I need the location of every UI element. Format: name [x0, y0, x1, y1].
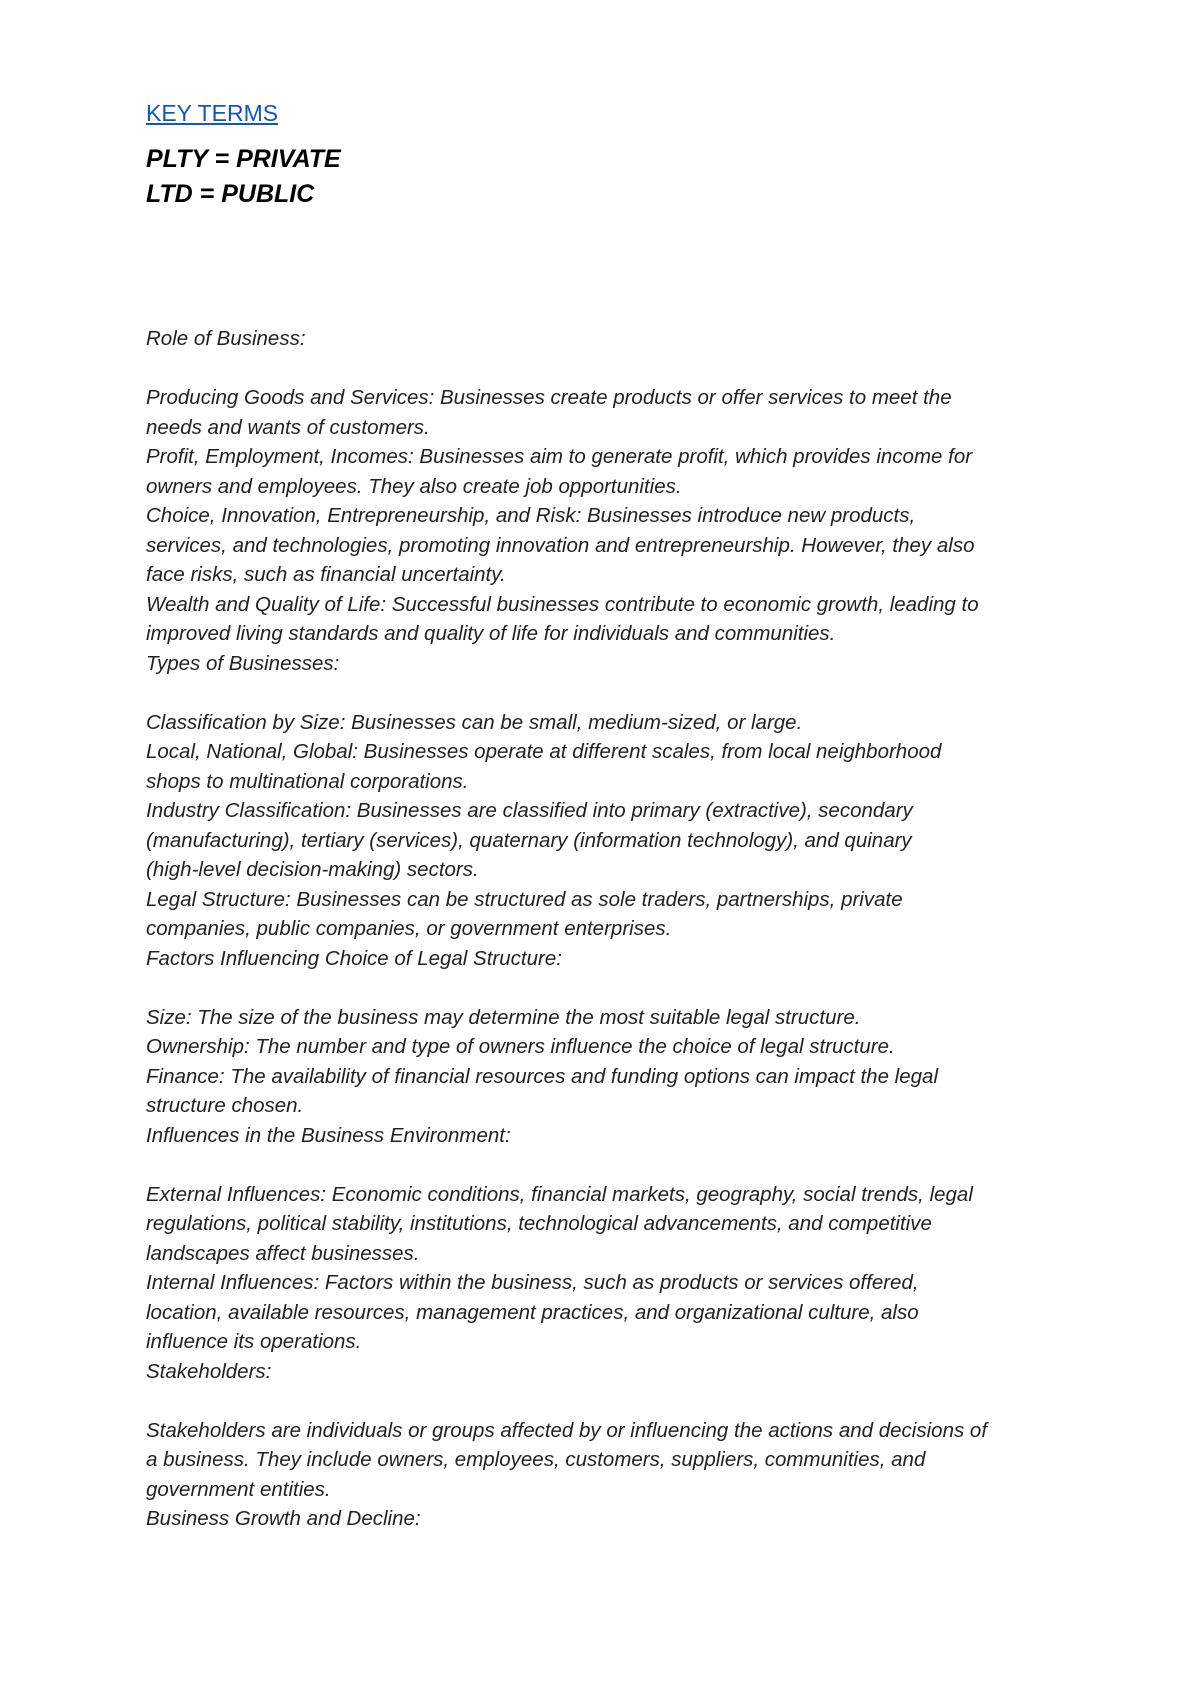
text-line: regulations, political stability, institutions, technological advancements, and competitive: [146, 1212, 932, 1235]
text-line: Profit, Employment, Incomes: Businesses aim to generate profit, which provides income for: [146, 445, 973, 468]
text-line: (manufacturing), tertiary (services), quaternary (information technology), and quinary: [146, 828, 912, 852]
text-line: shops to multinational corporations.: [146, 769, 469, 793]
blank-line: [146, 354, 1086, 384]
text-line: Size: The size of the business may determine the most suitable legal structure.: [146, 1005, 861, 1029]
text-line: location, available resources, management practices, and organizational culture, also: [146, 1300, 919, 1324]
text-line: Stakeholders are individuals or groups affected by or influencing the actions and decisions of: [146, 1418, 988, 1442]
blank-line: [146, 1150, 1086, 1180]
text-line: Ownership: The number and type of owners influence the choice of legal structure.: [146, 1035, 895, 1058]
text-line: (high-level decision-making) sectors.: [146, 858, 479, 881]
text-line: Stakeholders:: [146, 1359, 272, 1383]
document-body: [146, 324, 1086, 1534]
text-line: landscapes affect businesses.: [146, 1241, 420, 1265]
text-line: face risks, such as financial uncertainty.: [146, 563, 506, 586]
text-line: companies, public companies, or government enterprises.: [146, 917, 672, 940]
key-term-ltd: LTD = PUBLIC: [146, 180, 315, 208]
text-line: Producing Goods and Services: Businesses create products or offer services to meet the: [146, 386, 952, 409]
text-line: government entities.: [146, 1477, 331, 1501]
text-line: services, and technologies, promoting innovation and entrepreneurship. However, they also: [146, 533, 975, 557]
text-line: Finance: The availability of financial resources and funding options can impact the legal: [146, 1064, 938, 1088]
text-line: influence its operations.: [146, 1330, 362, 1353]
text-line: Legal Structure: Businesses can be structured as sole traders, partnerships, private: [146, 887, 903, 911]
text-line: a business. They include owners, employees, customers, suppliers, communities, and: [146, 1448, 926, 1471]
blank-line: [146, 1386, 1086, 1416]
text-line: improved living standards and quality of life for individuals and communities.: [146, 622, 836, 645]
text-line: Influences in the Business Environment:: [146, 1123, 511, 1147]
text-line: Classification by Size: Businesses can be small, medium-sized, or large.: [146, 710, 803, 734]
text-line: Factors Influencing Choice of Legal Structure:: [146, 946, 562, 970]
document-page: [146, 98, 1086, 1534]
blank-line: [146, 973, 1086, 1003]
text-line: Wealth and Quality of Life: Successful businesses contribute to economic growth, leading to: [146, 592, 979, 616]
text-line: needs and wants of customers.: [146, 415, 430, 439]
text-line: Types of Businesses:: [146, 651, 340, 675]
text-line: Internal Influences: Factors within the business, such as products or services offered,: [146, 1271, 919, 1294]
blank-line: [146, 678, 1086, 708]
text-line: structure chosen.: [146, 1094, 304, 1117]
key-terms-list: [146, 142, 1086, 212]
key-term-plty: PLTY = PRIVATE: [146, 145, 341, 173]
text-line: Business Growth and Decline:: [146, 1507, 421, 1530]
text-line: Choice, Innovation, Entrepreneurship, and Risk: Businesses introduce new products,: [146, 504, 916, 527]
text-line: External Influences: Economic conditions, financial markets, geography, social trends, legal: [146, 1182, 973, 1206]
text-line: Industry Classification: Businesses are classified into primary (extractive), secondary: [146, 799, 913, 822]
text-line: Role of Business:: [146, 327, 306, 350]
text-line: Local, National, Global: Businesses operate at different scales, from local neighborhood: [146, 740, 942, 763]
key-terms-heading[interactable]: KEY TERMS: [146, 100, 279, 126]
text-line: owners and employees. They also create job opportunities.: [146, 474, 682, 498]
